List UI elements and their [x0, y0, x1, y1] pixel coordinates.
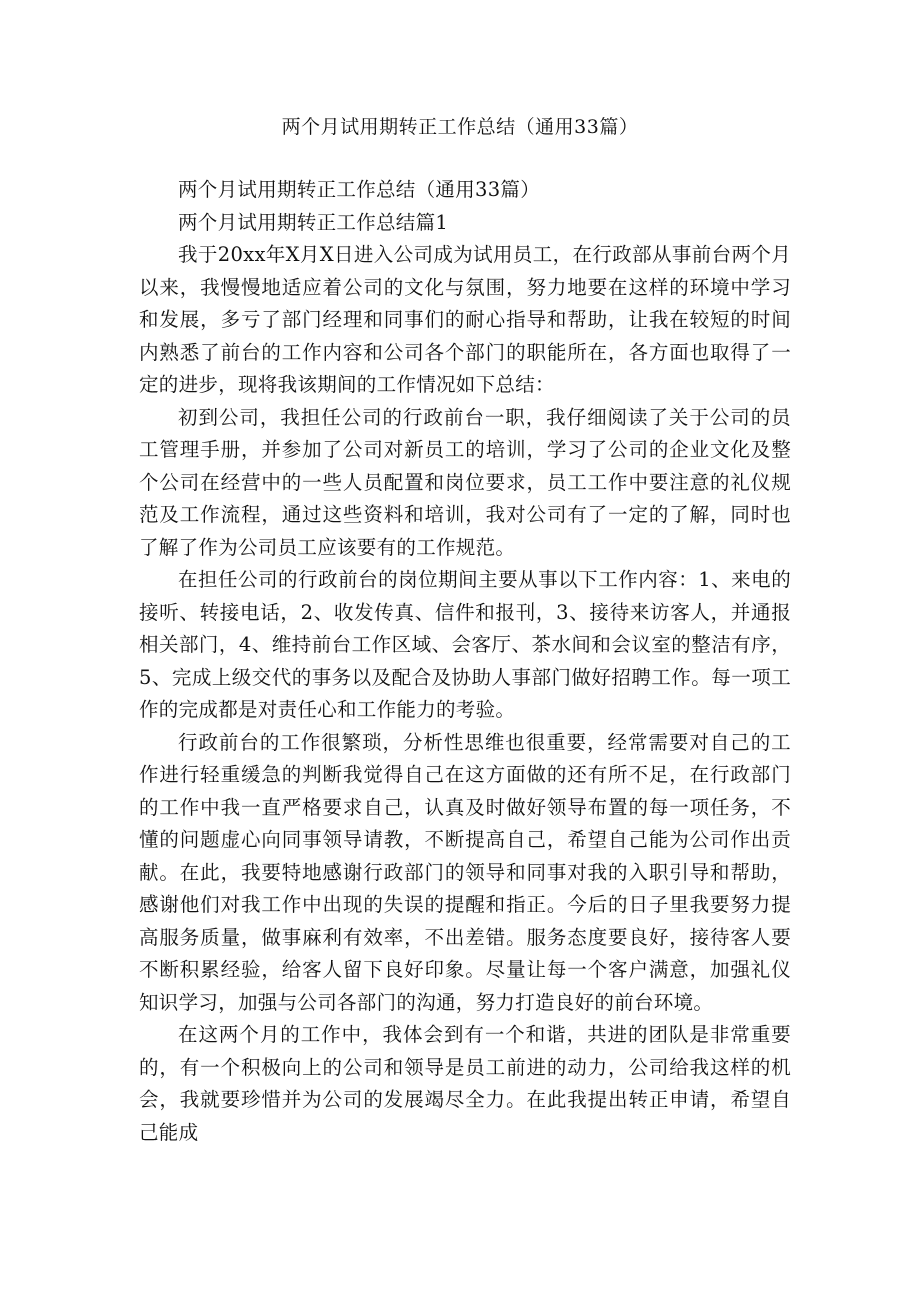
paragraph: 在这两个月的工作中，我体会到有一个和谐，共进的团队是非常重要的，有一个积极向上的公司和领导是员工前进的动力，公司给我这样的机会，我就要珍惜并为公司的发展竭尽全力。在此我提出转正申请，希望自己能成 — [139, 1023, 791, 1144]
document-subtitle: 两个月试用期转正工作总结（通用33篇） — [178, 178, 541, 201]
document-body — [139, 174, 791, 1149]
paragraph: 在担任公司的行政前台的岗位期间主要从事以下工作内容：1、来电的接听、转接电话，2、收发传真、信件和报刊，3、接待来访客人，并通报相关部门，4、维持前台工作区域、会客厅、茶水间和会议室的整洁有序，5、完成上级交代的事务以及配合及协助人事部门做好招聘工作。每一项工作的完成都是对责任心和工作能力的考验。 — [139, 568, 791, 721]
section-heading: 两个月试用期转正工作总结篇1 — [178, 210, 449, 234]
document-title: 两个月试用期转正工作总结（通用33篇） — [281, 116, 639, 138]
paragraph: 初到公司，我担任公司的行政前台一职，我仔细阅读了关于公司的员工管理手册，并参加了公司对新员工的培训，学习了公司的企业文化及整个公司在经营中的一些人员配置和岗位要求，员工工作中要注意的礼仪规范及工作流程，通过这些资料和培训，我对公司有了一定的了解，同时也了解了作为公司员工应该要有的工作规范。 — [139, 405, 791, 559]
paragraph: 我于20xx年X月X日进入公司成为试用员工，在行政部从事前台两个月以来，我慢慢地适应着公司的文化与氛围，努力地要在这样的环境中学习和发展，多亏了部门经理和同事们的耐心指导和帮助，让我在较短的时间内熟悉了前台的工作内容和公司各个部门的职能所在，各方面也取得了一定的进步，现将我该期间的工作情况如下总结： — [139, 243, 791, 396]
paragraph: 行政前台的工作很繁琐，分析性思维也很重要，经常需要对自己的工作进行轻重缓急的判断我觉得自己在这方面做的还有所不足，在行政部门的工作中我一直严格要求自己，认真及时做好领导布置的每一项任务，不懂的问题虚心向同事领导请教，不断提高自己，希望自己能为公司作出贡献。在此，我要特地感谢行政部门的领导和同事对我的入职引导和帮助，感谢他们对我工作中出现的失误的提醒和指正。今后的日子里我要努力提高服务质量，做事麻利有效率，不出差错。服务态度要良好，接待客人要不断积累经验，给客人留下良好印象。尽量让每一个客户满意，加强礼仪知识学习，加强与公司各部门的沟通，努力打造良好的前台环境。 — [139, 730, 791, 1014]
